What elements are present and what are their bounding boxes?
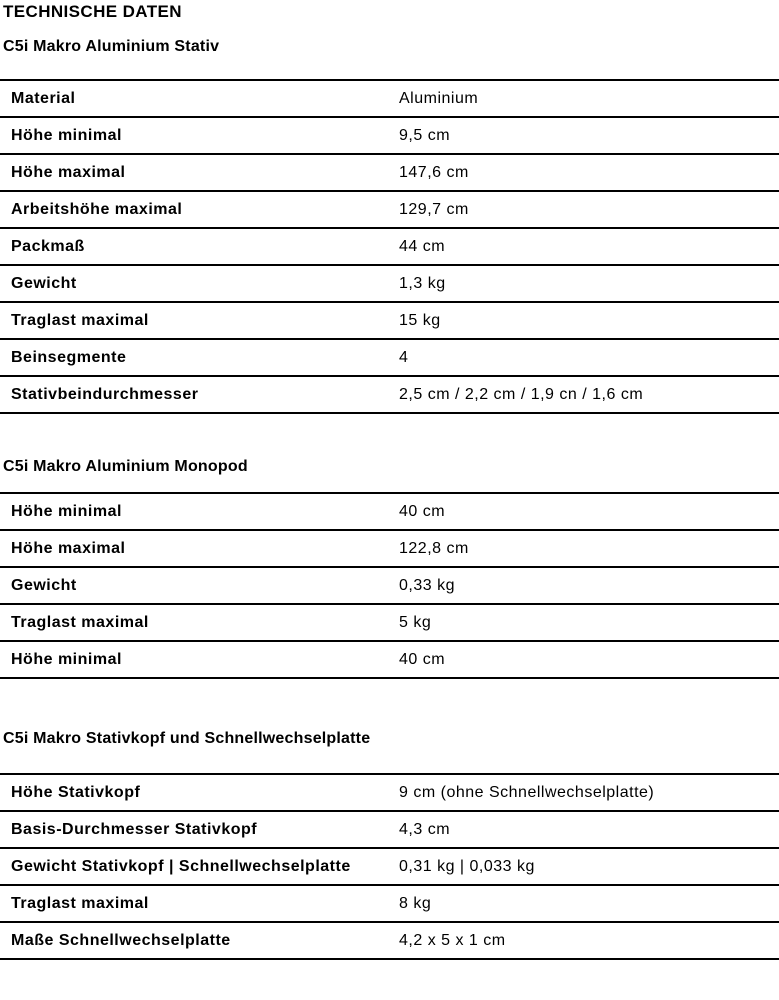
table-row bbox=[0, 848, 779, 885]
spec-label: Arbeitshöhe maximal bbox=[0, 191, 399, 228]
table-row bbox=[0, 117, 779, 154]
table-row bbox=[0, 493, 779, 530]
spec-value: 40 cm bbox=[399, 641, 779, 678]
table-row bbox=[0, 774, 779, 811]
table-row bbox=[0, 885, 779, 922]
section-monopod bbox=[0, 458, 779, 679]
table-row bbox=[0, 604, 779, 641]
spec-value: 4 bbox=[399, 339, 779, 376]
spec-table-stativkopf bbox=[0, 773, 779, 960]
spec-label: Material bbox=[0, 80, 399, 117]
table-row bbox=[0, 80, 779, 117]
table-row bbox=[0, 302, 779, 339]
page-title: TECHNISCHE DATEN bbox=[3, 2, 182, 21]
spec-table-stativ bbox=[0, 79, 779, 414]
spec-value: 1,3 kg bbox=[399, 265, 779, 302]
spec-value: 9 cm (ohne Schnellwechselplatte) bbox=[399, 774, 779, 811]
spec-label: Beinsegmente bbox=[0, 339, 399, 376]
spec-table-monopod bbox=[0, 492, 779, 679]
table-row bbox=[0, 376, 779, 413]
spec-value: 40 cm bbox=[399, 493, 779, 530]
spec-value: 8 kg bbox=[399, 885, 779, 922]
spec-value: 147,6 cm bbox=[399, 154, 779, 191]
spec-label: Maße Schnellwechselplatte bbox=[0, 922, 399, 959]
spec-value: 129,7 cm bbox=[399, 191, 779, 228]
section-stativ bbox=[0, 38, 779, 414]
table-row bbox=[0, 265, 779, 302]
spec-label: Höhe maximal bbox=[0, 154, 399, 191]
spec-value: 5 kg bbox=[399, 604, 779, 641]
spec-value: 9,5 cm bbox=[399, 117, 779, 154]
table-row bbox=[0, 641, 779, 678]
spec-value: 0,33 kg bbox=[399, 567, 779, 604]
section-monopod-heading: C5i Makro Aluminium Monopod bbox=[3, 458, 248, 475]
spec-label: Höhe maximal bbox=[0, 530, 399, 567]
spec-value: 2,5 cm / 2,2 cm / 1,9 cn / 1,6 cm bbox=[399, 376, 779, 413]
spec-label: Traglast maximal bbox=[0, 302, 399, 339]
spec-label: Traglast maximal bbox=[0, 604, 399, 641]
table-row bbox=[0, 228, 779, 265]
spec-label: Traglast maximal bbox=[0, 885, 399, 922]
table-row bbox=[0, 191, 779, 228]
spec-label: Gewicht bbox=[0, 265, 399, 302]
table-row bbox=[0, 339, 779, 376]
section-stativkopf bbox=[0, 730, 779, 960]
spec-label: Höhe minimal bbox=[0, 493, 399, 530]
table-row bbox=[0, 811, 779, 848]
spec-value: 0,31 kg | 0,033 kg bbox=[399, 848, 779, 885]
spec-value: 4,2 x 5 x 1 cm bbox=[399, 922, 779, 959]
section-stativkopf-heading: C5i Makro Stativkopf und Schnellwechselplatte bbox=[3, 730, 371, 747]
table-row bbox=[0, 922, 779, 959]
spec-label: Höhe minimal bbox=[0, 117, 399, 154]
spec-value: 4,3 cm bbox=[399, 811, 779, 848]
spec-label: Gewicht bbox=[0, 567, 399, 604]
table-row bbox=[0, 530, 779, 567]
table-row bbox=[0, 154, 779, 191]
spec-label: Höhe minimal bbox=[0, 641, 399, 678]
spec-label: Gewicht Stativkopf | Schnellwechselplatte bbox=[0, 848, 399, 885]
table-row bbox=[0, 567, 779, 604]
spec-value: 122,8 cm bbox=[399, 530, 779, 567]
spec-label: Stativbeindurchmesser bbox=[0, 376, 399, 413]
spec-label: Höhe Stativkopf bbox=[0, 774, 399, 811]
spec-value: 15 kg bbox=[399, 302, 779, 339]
spec-value: 44 cm bbox=[399, 228, 779, 265]
spec-label: Basis-Durchmesser Stativkopf bbox=[0, 811, 399, 848]
spec-label: Packmaß bbox=[0, 228, 399, 265]
section-stativ-heading: C5i Makro Aluminium Stativ bbox=[3, 38, 220, 55]
spec-value: Aluminium bbox=[399, 80, 779, 117]
